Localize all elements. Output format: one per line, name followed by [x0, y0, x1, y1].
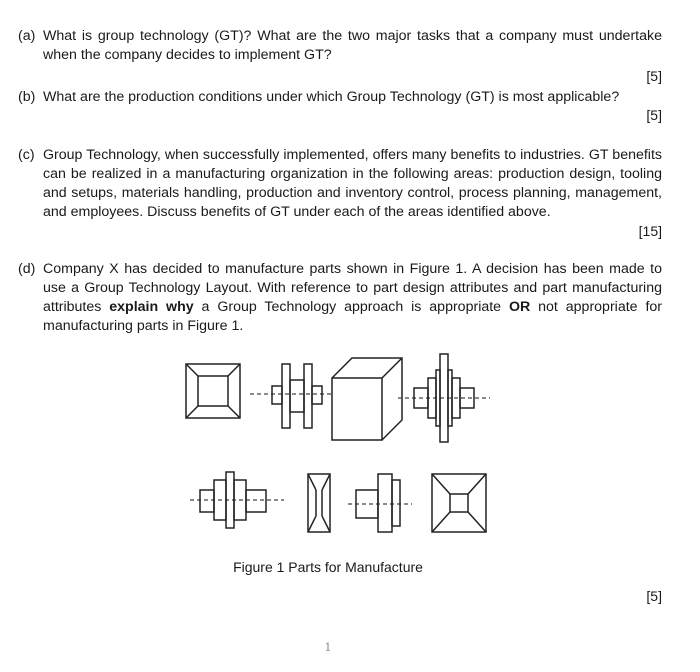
figure-caption: Figure 1 Parts for Manufacture	[233, 559, 423, 575]
question-label: (a)	[18, 28, 36, 44]
part-h-flanged	[250, 364, 334, 428]
emphasis-explain-why: explain why	[109, 299, 194, 315]
part-shaft-hub	[190, 472, 284, 528]
question-c	[18, 146, 662, 222]
marks-a: [5]	[646, 68, 662, 84]
part-stepped-shaft	[398, 354, 490, 442]
marks-c: [15]	[638, 223, 662, 239]
question-d	[18, 260, 662, 336]
part-hourglass	[308, 474, 330, 532]
question-label: (d)	[18, 261, 36, 277]
marks-d: [5]	[646, 588, 662, 604]
question-text: What are the production conditions under which Group Technology (GT) is most applicable?	[43, 89, 620, 105]
parts-drawing	[180, 350, 490, 545]
question-b	[18, 88, 662, 107]
question-text: Group Technology, when successfully implemented, offers many benefits to industries. GT benefits can be realized in a manufacturing organization in the following areas: production design, tooling and setups, materials handling, production and inventory control, process planning, management, and employees. Discuss benefits of GT under each of the areas identified above.	[43, 147, 662, 220]
part-stepped-block	[348, 474, 412, 532]
part-cube	[332, 358, 402, 440]
question-label: (c)	[18, 147, 35, 163]
part-square-frame	[186, 364, 240, 418]
page-number: 1	[324, 641, 332, 654]
figure-1-parts	[180, 350, 490, 545]
question-a	[18, 27, 662, 65]
emphasis-or: OR	[508, 299, 531, 315]
question-text: Company X has decided to manufacture parts shown in Figure 1. A decision has been made to use a Group Technology Layout. With reference to part design attributes and part manufacturing attributes explain why a Group Technology approach is appropriate OR not appropriate for manufacturing parts in Figure 1.	[43, 261, 662, 334]
question-label: (b)	[18, 89, 36, 105]
marks-b: [5]	[646, 107, 662, 123]
question-text: What is group technology (GT)? What are the two major tasks that a company must undertake when the company decides to implement GT?	[43, 28, 662, 63]
part-square-pyramid	[432, 474, 486, 532]
